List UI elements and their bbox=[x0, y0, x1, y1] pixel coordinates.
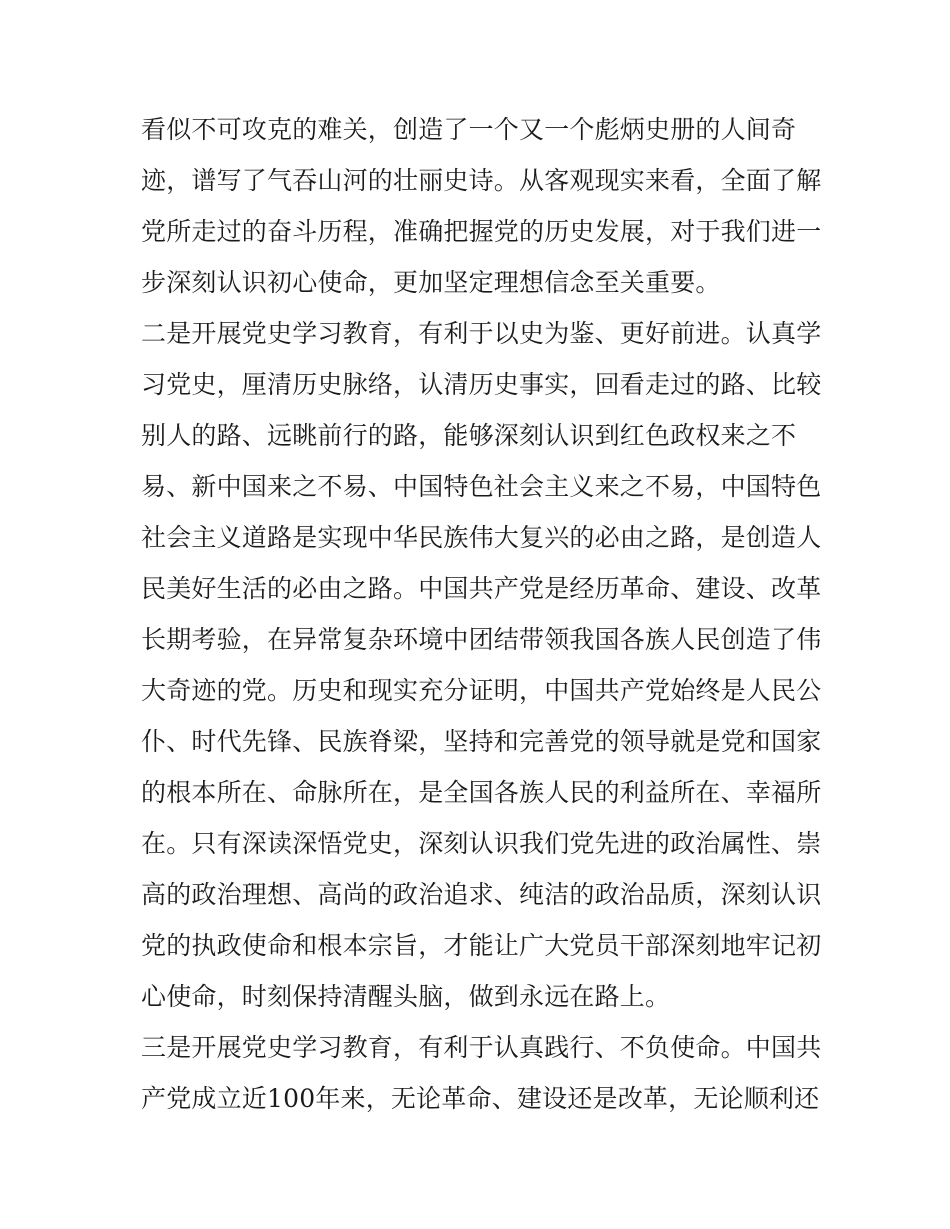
body-text bbox=[141, 104, 821, 1124]
text-line: 社会主义道路是实现中华民族伟大复兴的必由之路，是创造人 bbox=[141, 523, 822, 552]
text-line: 的根本所在、命脉所在，是全国各族人民的利益所在、幸福所 bbox=[141, 778, 822, 807]
text-line: 看似不可攻克的难关，创造了一个又一个彪炳史册的人间奇 bbox=[141, 115, 797, 144]
text-line: 迹，谱写了气吞山河的壮丽史诗。从客观现实来看，全面了解 bbox=[141, 166, 822, 195]
text-line: 党所走过的奋斗历程，准确把握党的历史发展，对于我们进一 bbox=[141, 217, 822, 246]
text-line: 党的执政使命和根本宗旨，才能让广大党员干部深刻地牢记初 bbox=[141, 931, 822, 960]
text-line: 大奇迹的党。历史和现实充分证明，中国共产党始终是人民公 bbox=[141, 676, 822, 705]
text-line: 仆、时代先锋、民族脊梁，坚持和完善党的领导就是党和国家 bbox=[141, 727, 822, 756]
text-line: 三是开展党史学习教育，有利于认真践行、不负使命。中国共 bbox=[141, 1033, 822, 1062]
text-line: 长期考验，在异常复杂环境中团结带领我国各族人民创造了伟 bbox=[141, 625, 822, 654]
text-line: 步深刻认识初心使命，更加坚定理想信念至关重要。 bbox=[141, 268, 721, 297]
text-line: 易、新中国来之不易、中国特色社会主义来之不易，中国特色 bbox=[141, 472, 822, 501]
text-line: 民美好生活的必由之路。中国共产党是经历革命、建设、改革 bbox=[141, 574, 822, 603]
text-line: 二是开展党史学习教育，有利于以史为鉴、更好前进。认真学 bbox=[141, 319, 822, 348]
text-line: 别人的路、远眺前行的路，能够深刻认识到红色政权来之不 bbox=[141, 421, 797, 450]
text-line: 高的政治理想、高尚的政治追求、纯洁的政治品质，深刻认识 bbox=[141, 880, 822, 909]
text-line: 习党史，厘清历史脉络，认清历史事实，回看走过的路、比较 bbox=[141, 370, 822, 399]
text-line: 心使命，时刻保持清醒头脑，做到永远在路上。 bbox=[141, 982, 671, 1011]
text-line: 产党成立近100年来，无论革命、建设还是改革，无论顺利还 bbox=[141, 1084, 820, 1113]
text-line: 在。只有深读深悟党史，深刻认识我们党先进的政治属性、崇 bbox=[141, 829, 822, 858]
